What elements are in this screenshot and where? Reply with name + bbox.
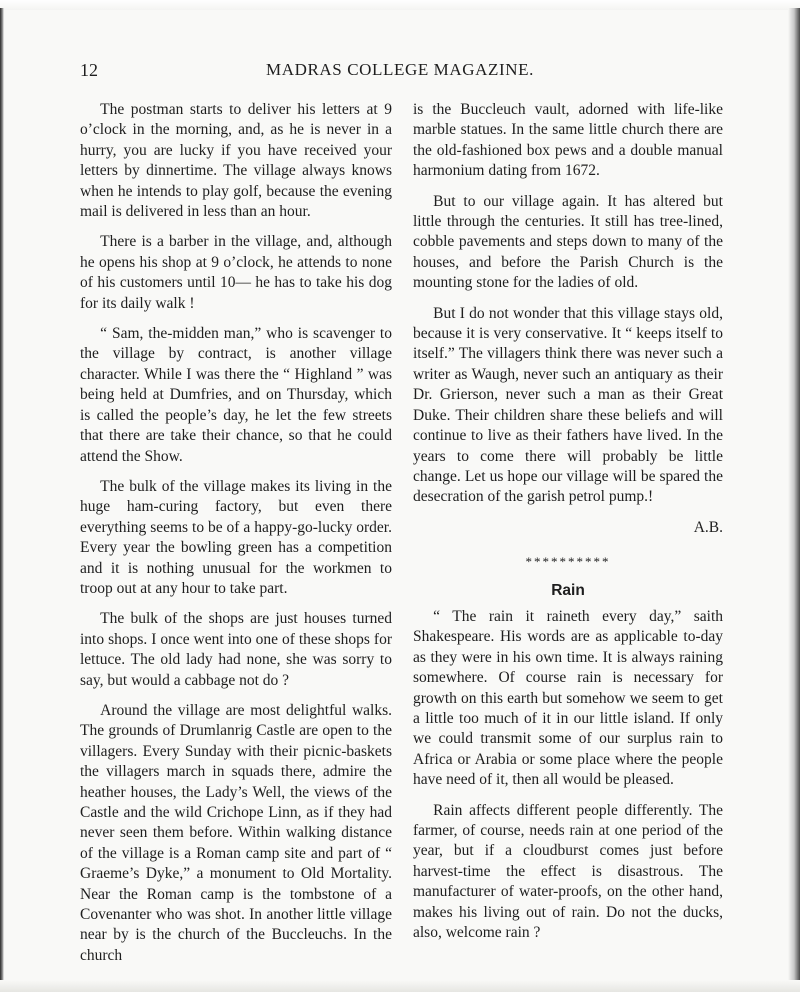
paragraph-shops: The bulk of the shops are just houses turned into shops. I once went into one of these shops for lettuce. The old lady had none, she was sorry to say, but would a cabbage not do ? (80, 610, 392, 689)
page-header (80, 60, 720, 82)
page-edge-left (0, 8, 4, 992)
paragraph-barber: There is a barber in the village, and, although he opens his shop at 9 o’clock, he attends to none of his customers until 10— he has to take his dog for its daily walk ! (80, 233, 392, 312)
paragraph-village-again: But to our village again. It has altered but little through the centuries. It still has tree-lined, cobble pavements and steps down to many of the houses, and before the Parish Church is the mounting stone for the ladies of old. (413, 192, 723, 292)
right-column (413, 100, 723, 953)
paragraph-rain-shakespeare: “ The rain it raineth every day,” saith Shakespeare. His words are as applicable to-day as they were in his own time. It is always raining somewhere. Of course rain is necessary for growth on this earth but somehow we seem to get a little too much of it in our little island. If only we could transmit some of our surplus rain to Africa or Arabia or some place where the people have need of it, then all would be pleased. (413, 607, 723, 789)
paragraph-factory: The bulk of the village makes its living in the huge ham-curing factory, but even there everything seems to be of a happy-go-lucky order. Every year the bowling green has a competition and it is nothing unusual for the workmen to troop out at any hour to take part. (80, 477, 392, 597)
page-number: 12 (80, 60, 98, 80)
paragraph-continuation: is the Buccleuch vault, adorned with life-like marble statues. In the same little church there are the old-fashioned box pews and a double manual harmonium dating from 1672. (413, 101, 723, 180)
page-edge-top (0, 0, 800, 10)
paragraph-walks: Around the village are most delightful walks. The grounds of Drumlanrig Castle are open to the villagers. Every Sunday with their picnic-baskets the villagers march in squads there, admire the heather houses, the Lady’s Well, the views of the Castle and the wild Crichope Linn, as if they had never seen them before. Within walking distance of the village is a Roman camp site and part of “ Graeme’s Dyke,” a monument to Old Mortality. Near the Roman camp is the tombstone of a Covenanter who was shot. In another little village near by is the church of the Buccleuchs. In the church (80, 701, 392, 964)
running-title: MADRAS COLLEGE MAGAZINE. (266, 60, 534, 79)
section-separator: ********** (525, 554, 611, 570)
section-heading-rain: Rain (551, 581, 585, 599)
paragraph-postman: The postman starts to deliver his letters at 9 o’clock in the morning, and, as he is never in a hurry, you are lucky if you have received your letters by dinnertime. The village always knows when he intends to play golf, because the evening mail is delivered in less than an hour. (80, 101, 392, 221)
paragraph-conservative: But I do not wonder that this village stays old, because it is very conservative. It “ keeps itself to itself.” The villagers think there was never such a writer as Waugh, never such an antiquary as their Dr. Grierson, never such a man as their Great Duke. Their children share these beliefs and will continue to live as their fathers have lived. In the years to come there will probably be little change. Let us hope our village will be spared the desecration of the garish petrol pump.! (413, 304, 723, 506)
paragraph-midden-man: “ Sam, the-midden man,” who is scavenger to the village by contract, is another village character. While I was there the “ Highland ” was being held at Dumfries, and on Thursday, which is called the people’s day, he let the few streets that there are take their chance, so that he could attend the Show. (80, 325, 392, 465)
paragraph-rain-effects: Rain affects different people differently. The farmer, of course, needs rain at one period of the year, but if a cloudburst comes just before harvest-time the effect is disastrous. The manufacturer of water-proofs, on the other hand, makes his living out of rain. Do not the ducks, also, welcome rain ? (413, 801, 723, 942)
page-edge-right (788, 8, 800, 992)
author-signature: A.B. (693, 518, 723, 536)
page-edge-bottom (0, 980, 800, 992)
left-column (80, 100, 392, 976)
